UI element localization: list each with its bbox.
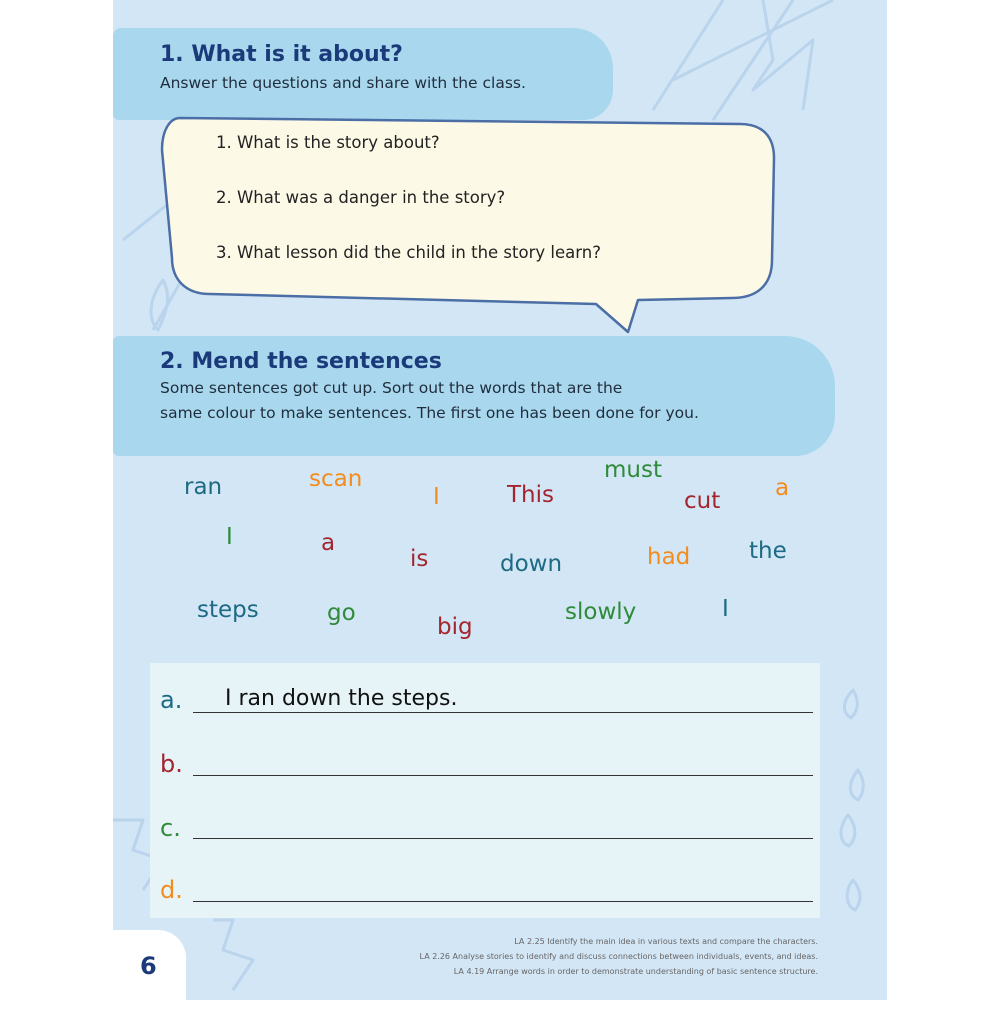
answer-text-a: I ran down the steps. <box>225 686 458 711</box>
leaf-decoration <box>653 0 833 120</box>
answer-line-b[interactable] <box>193 775 813 776</box>
word-tile: must <box>604 457 662 483</box>
answer-line-d[interactable] <box>193 901 813 902</box>
word-tile: scan <box>309 466 363 492</box>
section2-title: 2. Mend the sentences <box>160 349 442 374</box>
section2-instruction-line2: same colour to make sentences. The first one has been done for you. <box>160 404 699 422</box>
word-tile: is <box>410 546 429 572</box>
word-tile: the <box>749 538 787 564</box>
word-tile: go <box>327 600 356 626</box>
word-tile: big <box>437 614 473 640</box>
footnote-1: LA 2.25 Identify the main idea in various texts and compare the characters. <box>514 937 818 946</box>
word-tile: had <box>647 544 691 570</box>
question-2: 2. What was a danger in the story? <box>216 188 506 207</box>
word-tile: a <box>775 475 790 501</box>
zigzag-bottom-decoration <box>213 920 253 990</box>
word-tile: This <box>507 482 554 508</box>
word-tile: I <box>226 524 233 550</box>
answer-line-c[interactable] <box>193 838 813 839</box>
word-tile: I <box>722 596 729 622</box>
word-tile: down <box>500 551 563 577</box>
word-tile: ran <box>184 474 223 500</box>
word-tile: steps <box>197 597 259 623</box>
answer-line-a[interactable] <box>193 712 813 713</box>
word-tile: cut <box>684 488 721 514</box>
answer-label-b: b. <box>160 750 183 778</box>
section2-instruction-line1: Some sentences got cut up. Sort out the words that are the <box>160 379 623 397</box>
section1-instruction: Answer the questions and share with the class. <box>160 74 526 92</box>
word-tile: a <box>321 530 336 556</box>
question-1: 1. What is the story about? <box>216 133 440 152</box>
page-number: 6 <box>140 952 157 980</box>
footnote-3: LA 4.19 Arrange words in order to demonstrate understanding of basic sentence structure. <box>453 967 818 976</box>
answer-label-c: c. <box>160 814 181 842</box>
footnote-2: LA 2.26 Analyse stories to identify and discuss connections between individuals, events, and ideas. <box>419 952 818 961</box>
answer-label-a: a. <box>160 686 183 714</box>
word-tile: I <box>433 484 440 510</box>
question-3: 3. What lesson did the child in the story learn? <box>216 243 601 262</box>
section1-title: 1. What is it about? <box>160 42 403 67</box>
answer-label-d: d. <box>160 876 183 904</box>
word-tile: slowly <box>565 599 637 625</box>
